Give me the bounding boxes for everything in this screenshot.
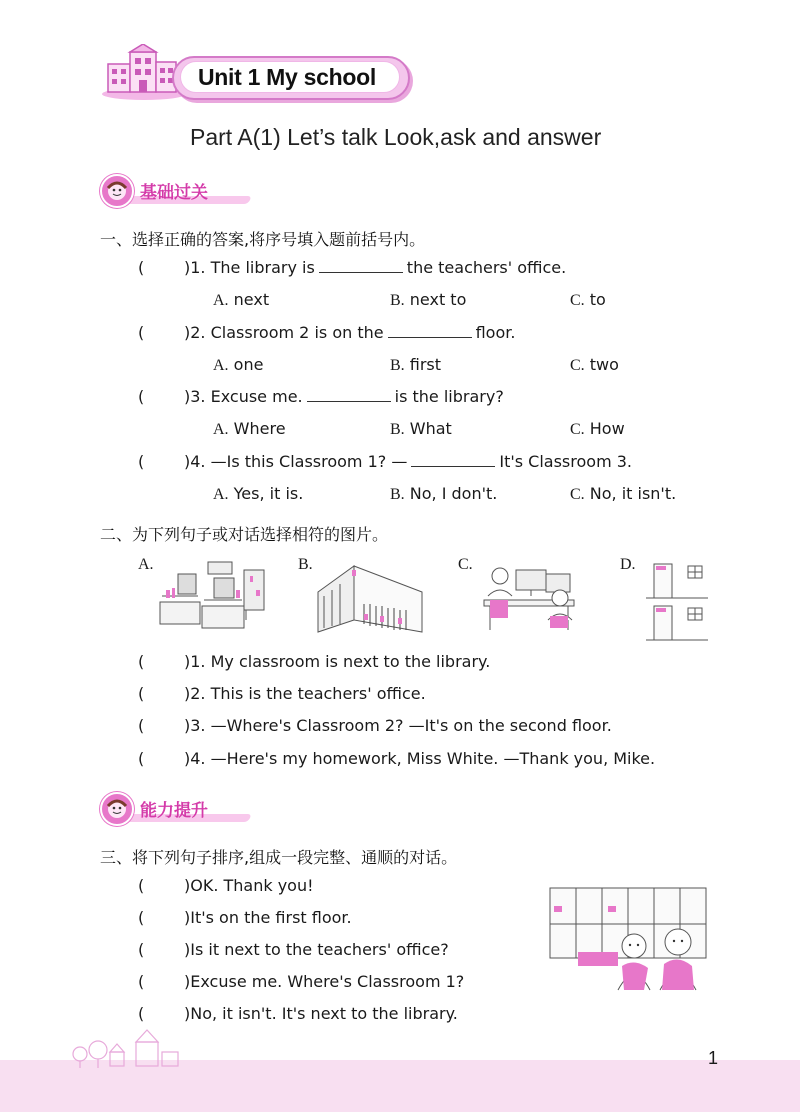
part-title: Part A(1) Let’s talk Look,ask and answer — [190, 124, 602, 150]
q3-item-2: ( )It's on the first floor. — [138, 908, 352, 927]
section-label-advanced: 能力提升 — [140, 801, 208, 821]
answer-blank[interactable] — [319, 258, 403, 273]
q2-item-1: ( )1. My classroom is next to the library. — [138, 652, 491, 671]
q3-item-4: ( )Excuse me. Where's Classroom 1? — [138, 972, 465, 991]
q1-item-2-option-a: A. one — [213, 355, 264, 374]
q2-item-2: ( )2. This is the teachers' office. — [138, 684, 426, 703]
unit-banner — [100, 52, 412, 102]
picture-label-a: A. — [138, 556, 154, 573]
q1-item-1-option-b: B. next to — [390, 290, 467, 309]
q1-item-3-option-c: C. How — [570, 419, 625, 438]
section-header-basic — [100, 172, 270, 204]
students-computer-picture — [474, 560, 586, 632]
q1-item-4-option-c: C. No, it isn't. — [570, 484, 677, 503]
answer-blank[interactable] — [307, 387, 391, 402]
unit-title: Unit 1 My school — [198, 64, 376, 90]
q1-item-2: ( )2. Classroom 2 is on the floor. — [138, 323, 516, 342]
q1-item-1-option-c: C. to — [570, 290, 606, 309]
picture-label-b: B. — [298, 556, 313, 573]
q1-item-3-option-b: B. What — [390, 419, 452, 438]
q1-item-1-option-a: A. next — [213, 290, 270, 309]
q1-item-2-option-c: C. two — [570, 355, 619, 374]
q1-item-1: ( )1. The library is the teachers' office. — [138, 258, 567, 277]
picture-label-c: C. — [458, 556, 473, 573]
q3-item-5: ( )No, it isn't. It's next to the library. — [138, 1004, 458, 1023]
answer-blank[interactable] — [411, 452, 495, 467]
q1-item-4-option-b: B. No, I don't. — [390, 484, 498, 503]
question1-heading: 一、选择正确的答案,将序号填入题前括号内。 — [100, 230, 426, 249]
girl-face-icon — [100, 174, 134, 208]
teachers-office-picture — [158, 560, 270, 632]
q3-item-3: ( )Is it next to the teachers' office? — [138, 940, 449, 959]
q1-item-4: ( )4. —Is this Classroom 1? — It's Classroom 3. — [138, 452, 633, 471]
section-header-advanced — [100, 790, 270, 822]
footer-decoration-icon — [70, 1026, 190, 1068]
q1-item-4-option-a: A. Yes, it is. — [213, 484, 304, 503]
q1-item-2-option-b: B. first — [390, 355, 442, 374]
picture-label-d: D. — [620, 556, 636, 573]
library-picture — [314, 562, 426, 634]
answer-blank[interactable] — [388, 323, 472, 338]
q2-item-3: ( )3. —Where's Classroom 2? —It's on the second floor. — [138, 716, 612, 735]
question3-heading: 三、将下列句子排序,组成一段完整、通顺的对话。 — [100, 848, 458, 867]
page-number: 1 — [707, 1048, 718, 1068]
question2-heading: 二、为下列句子或对话选择相符的图片。 — [100, 525, 389, 544]
q2-item-4: ( )4. —Here's my homework, Miss White. —Thank you, Mike. — [138, 749, 656, 768]
q3-item-1: ( )OK. Thank you! — [138, 876, 314, 895]
section-label-basic: 基础过关 — [140, 183, 208, 203]
q1-item-3: ( )3. Excuse me. is the library? — [138, 387, 504, 406]
girl-face-icon — [100, 792, 134, 826]
girls-in-hallway-picture — [548, 886, 708, 1002]
q1-item-3-option-a: A. Where — [213, 419, 286, 438]
two-floors-picture — [644, 558, 710, 644]
